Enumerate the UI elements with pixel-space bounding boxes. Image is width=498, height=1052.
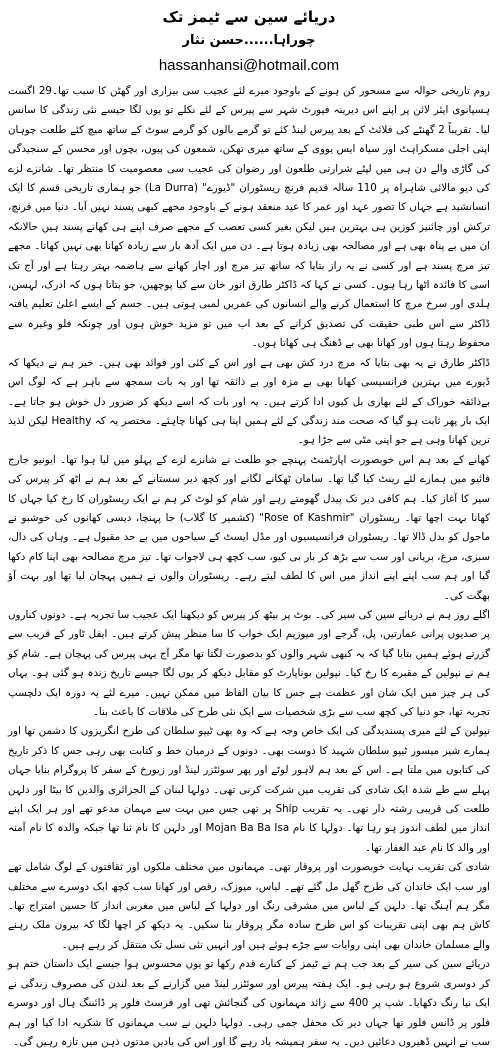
article-body <box>8 82 490 1052</box>
article-paragraph: ڈاکٹر طارق نے یہ بھی بتایا کہ مرچ درد کش بھی ہے اور اس کے کئی اور فوائد بھی ہیں۔ خیر ہم نے دیکھا کہ ڈیورے میں بہترین فرانسیسی کھانا بھی بے مزہ اور بے ذائقہ تھا اور یہ بات سمجھ سے باہر ہے کہ لوگ اس بےذائقہ خوراک کے لئے بھاری بل کیوں ادا کرتے ہیں۔ یہ اور بات کہ اسے دیکھ کر ضرور دل خوش ہو جاتا ہے۔ ایک بار پھر ثابت ہو گیا کہ صحت مند زندگی کے لئے ہمیں اپنا ہی کھانا چاہئے۔ مختصر یہ کہ Healthy لیکن لذیذ ترین کھانا وہی ہے جو اپنی مٹی سے جڑا ہو۔ <box>8 356 490 447</box>
article-paragraph: شادی کی تقریب نہایت خوبصورت اور پروقار تھی۔ مہمانوں میں مختلف ملکوں اور ثقافتوں کے لوگ شامل تھے اور سب ایک خاندان کی طرح گھل مل گئے تھے۔ لباس، میوزک، رقص اور کھانا سب کچھ ایک دوسرے سے مختلف مگر ہم آہنگ تھا۔ دلہن کے لباس میں مشرقی رنگ اور دولہا کے لباس میں مغربی انداز کا حسین امتزاج تھا۔ کاش ہم بھی اپنی تقریبات کو اس طرح سادہ مگر پروقار بنا سکیں۔ یہ دیکھ کر اچھا لگا کہ بیرون ملک رہنے والے مسلمان خاندان بھی اپنی روایات سے جڑے ہوئے ہیں اور انہیں نئی نسل تک منتقل کر رہے ہیں۔ <box>8 861 490 951</box>
article-paragraph: کھانے کے بعد ہم اس خوبصورت اپارٹمنٹ پہنچے جو طلعت نے شانزے لزے کے پہلو میں لیا ہوا تھا۔ ایونیو جارج فائیو میں ہمارے لئے رینٹ کیا گیا تھا۔ سامان ٹھکانے لگانے اور کچھ دیر سستانے کے بعد ہم نے اٹھ کر پیرس کی سیر کا آغاز کیا۔ ہم کافی دیر تک پیدل گھومتے رہے اور شام کو لوٹ کر ہم نے ایک ریسٹوران کا رخ کیا جہاں کا کھانا بہت اچھا تھا۔ ریسٹوران "Rose of Kashmir" (کشمیر کا گلاب) جا پہنچا، دیسی کھانوں کی خوشبو نے ماحول کو بدل ڈالا تھا۔ ریسٹوران فرانسیسیوں اور مڈل ایسٹ کے سیاحوں میں بے حد مقبول ہے۔ وہاں کی دال، سبزی، مرغ، بریانی اور سب سے بڑھ کر بار بی کیو، سب کچھ ہی لاجواب تھا۔ تیز مرچ مصالحہ بھی اپنا کام دکھا گیا اور ہم سب اپنے اپنے انداز میں اس کا لطف لیتے رہے۔ ریسٹوران والوں نے ہمیں پہچان لیا تھا اور بہت آؤ بھگت کی۔ <box>8 453 490 602</box>
article-paragraph: دریائے سین کی سیر کے بعد جب ہم نے ٹیمز کے کنارے قدم رکھا تو یوں محسوس ہوا جیسے ایک داستان ختم ہو کر دوسری شروع ہو رہی ہو۔ ایک ہفتہ پیرس اور سوئٹزر لینڈ میں گزارنے کے بعد لندن کی مصروف زندگی نے ایک نیا رنگ دکھایا۔ شپ پر 400 سے زائد مہمانوں کی گنجائش تھی اور فرسٹ فلور پر ڈائننگ ہال اور دوسرے فلور پر ڈانس فلور تھا جہاں دیر تک محفل جمی رہی۔ دولہا دلہن نے سب مہمانوں کا شکریہ ادا کیا اور ہم سب نے انہیں ڈھیروں دعائیں دیں۔ یہ سفر ہمیشہ یاد رہے گا اور اس کی یادیں مدتوں ذہن میں تازہ رہیں گی۔ <box>8 958 490 1048</box>
author-email: hassanhansi@hotmail.com <box>158 57 340 74</box>
column-byline: چوراہا......حسن نثار <box>182 33 316 48</box>
article-paragraph: اگلے روز ہم نے دریائے سین کی سیر کی۔ بوٹ پر بیٹھ کر پیرس کو دیکھنا ایک عجیب سا تجربہ ہے۔ دونوں کناروں پر صدیوں پرانی عمارتیں، پل، گرجے اور میوزیم ایک خواب کا سا منظر پیش کرتے ہیں۔ ایفل ٹاور کے قریب سے گزرتے ہوئے ہمیں بتایا گیا کہ یہ کبھی شہر والوں کو بدصورت لگتا تھا مگر آج یہی پیرس کی پہچان ہے۔ شام کو ہم نے نپولین کے مقبرے کا رخ کیا۔ نپولین بوناپارٹ کو مقابل دیکھ کر یوں لگا جیسے تاریخ زندہ ہو گئی ہو۔ یہاں کی ہر چیز میں ایک شان اور عظمت ہے جس کا بیان الفاظ میں ممکن نہیں۔ میرے لئے یہ دورہ ایک دلچسپ تجربہ تھا، جو دنیا کی کچھ سب سے بڑی شخصیات سے ایک نئی طرح کی ملاقات کا باعث بنا۔ <box>8 608 490 718</box>
column-title: دریائے سین سے ٹیمز تک <box>162 8 336 26</box>
column-header <box>8 6 490 76</box>
article-paragraph: نپولین کے لئے میری پسندیدگی کی ایک خاص وجہ ہے کہ وہ بھی ٹیپو سلطان کی طرح انگریزوں کا دشمن تھا اور ہمارے شیر میسور ٹیپو سلطان شہید کا دوست بھی۔ دونوں کے درمیان خط و کتابت بھی رہی جس کا ذکر تاریخ کی کتابوں میں ملتا ہے۔ اس کے بعد ہم لاہور لوٹے اور پھر سوئٹزر لینڈ اور زیورخ کے سفر کا پروگرام بنایا جہاں پہلے سے طے شدہ ایک شادی کی تقریب میں شرکت کرنی تھی۔ دولہا لبنان کے الجزائری والدین کا بیٹا اور دلہن طلعت کی قریبی رشتہ دار تھی۔ یہ تقریب Ship پر تھی جس میں بہت سے مہمان مدعو تھے اور ہر ایک اپنے انداز میں لطف اندوز ہو رہا تھا۔ دولہا کا نام Mojan Ba Ba Isa اور دلہن کا نام ثنا تھا جبکہ والدہ کا نام آمنہ اور والد کا نام عبد الغفار تھا۔ <box>8 725 490 854</box>
article-paragraph: روم تاریخی حوالہ سے مسحور کن ہونے کے باوجود میرے لئے عجیب سی بیزاری اور گھٹن کا سبب تھا۔29 اگست ہسپانوی ایئر لائن پر اپنے اس دیرینہ فیورٹ شہر سے پیرس کے لئے نکلے تو یوں لگا جیسے نئی زندگی کا سانس لیا۔ تقریباً 2 گھنٹے کی فلائٹ کے بعد پیرس لینڈ کئے تو گرمے بالوں کو گرمے سوٹ کے ساتھ میچ کئے طلعت چوہان اپنی اجلی مسکراہٹ اور سیاہ ایس یووی کے ساتھ میری تھکن، شمعون کی پیوں، بچوں اور محسن کے سنجیدگی کی گاڑی والے دن ہی میں لپٹے شرارتی طلعون اور رضوان کی عجیب سی معصومیت کا منتظر تھا۔ شانزے لزے کی دیو مالائی شاہراہ پر 110 سالہ قدیم فرنچ ریسٹوران "ڈیورے" (La Durra) جو ہماری تاریخی قسم کا ایک انسانشید ہے جہاں کا تصور عہد اور عمر کا عید منعقد ہونے کے باوجود مجھے کبھی پسند نہیں آیا۔ دنیا میں فرنچ، ترکش اور چائنیز کوزین ہی بہترین ہیں لیکن بغیر کسی تعصب کے مجھے صرف اپنے ہی کھانے پسند ہیں حالانکہ ان میں بے پناہ بھی ہے اور مصالحہ بھی زیادہ ہوتا ہے۔ دن میں ایک آدھ بار سے زیادہ کھانا بھی نہیں کھاتا۔ مجھے تیز مرچ پسند ہے اور کسی نے یہ راز بتایا کہ ساتھ تیز مرچ اور اچار کھانے سے ہاضمہ بہتر رہتا ہے اور آج تک اسی کا فائدہ اٹھا رہا ہوں۔ کسی نے کہا کہ ڈاکٹر طارق انور خان سے کیا پوچھیں، جو بتاتا ہوں کہ ادرک، لہسن، ہلدی اور سرخ مرچ کا استعمال کرنے والے انسانوں کی عمریں لمبی ہوتی ہیں۔ جسم کے ایسے اعلیٰ تعلیم یافتہ ڈاکٹر سے اس طبی حقیقت کی تصدیق کرانے کے بعد اب میں تو مزید خوش ہوں اور چونکہ فلو وغیرہ سے محفوظ رہتا ہوں اور کھانا بھی بے ڈھنگ ہی کھاتا ہوں۔ <box>8 85 491 350</box>
